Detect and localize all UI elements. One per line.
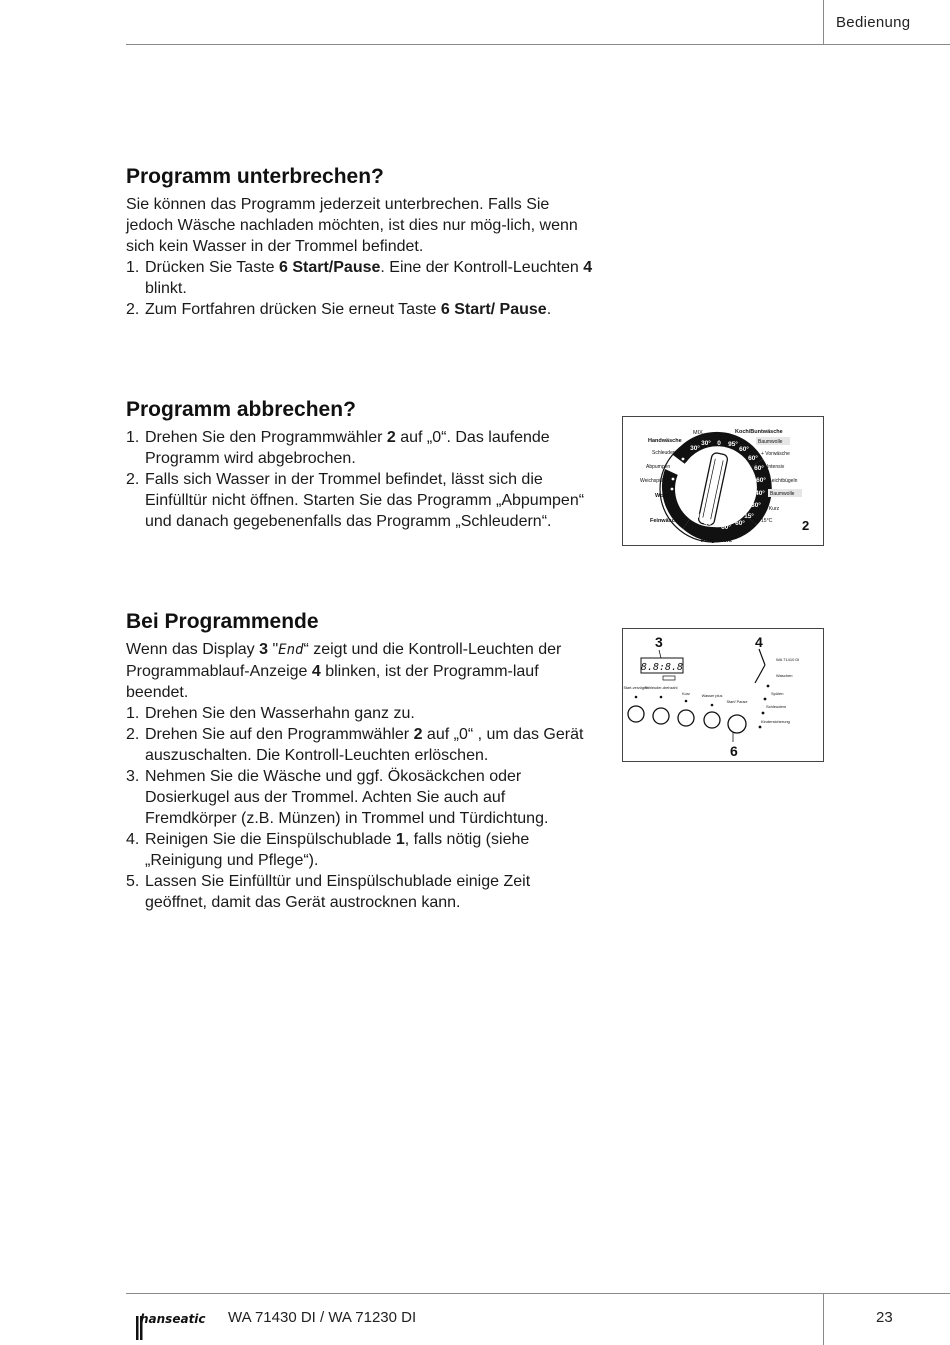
dial-label-mix: MIX — [693, 430, 703, 436]
dial-label-eco: Eco 15°C — [751, 518, 773, 524]
dial-callout: 2 — [802, 518, 810, 533]
header-section-title: Bedienung — [836, 14, 911, 31]
program-dial-illustration — [623, 417, 825, 547]
start-pause-button — [728, 715, 746, 733]
header-divider — [823, 0, 824, 45]
dial-label-abpumpen: Abpumpen — [646, 464, 671, 470]
water-plus-button — [704, 712, 720, 728]
control-panel-figure — [622, 628, 824, 762]
dial-temp: 30° — [751, 502, 761, 509]
steps-list — [126, 703, 596, 913]
section-title: Programm abbrechen? — [126, 398, 356, 421]
dial-temp: 15° — [744, 513, 754, 520]
panel-display-digits: 8.8:8.8 — [640, 662, 684, 673]
section-abort — [126, 397, 596, 532]
dial-label-baumwolle: Baumwolle — [758, 439, 783, 445]
dial-temp: 30° — [692, 513, 702, 520]
section-intro: Wenn das Display 3 "End“ zeigt und die Kontroll-Leuchten der Programmablauf-Anzeige 4 blinken, ist der Programm-lauf beendet. — [126, 641, 562, 701]
footer-model: WA 71430 DI / WA 71230 DI — [228, 1309, 417, 1326]
dial-label-feinwaesche: Feinwäsche — [650, 518, 682, 524]
led-label: Schleudern — [766, 704, 787, 709]
footer-divider — [823, 1293, 824, 1345]
button-label: Wasser plus — [701, 694, 723, 698]
dial-label-kurz: 17' Kurz — [761, 506, 780, 512]
led-label: Spülen — [771, 691, 784, 696]
dial-label-pflegeleicht: Pflegeleicht — [701, 538, 732, 544]
dial-label-wolle: Wolle — [655, 493, 670, 499]
dial-temp: 40° — [678, 492, 688, 499]
section-program-end — [126, 609, 596, 913]
program-dial-figure — [622, 416, 824, 546]
dial-label-weichspuelen: Weichspülen — [640, 478, 669, 484]
dial-temp: 30° — [682, 502, 692, 509]
list-item: 3. Nehmen Sie die Wäsche und ggf. Ökosäckchen oder Dosierkugel aus der Trommel. Achten Sie auch auf Fremdkörper (z.B. Münzen) in Trommel und Türdichtung. — [126, 768, 549, 827]
list-item: 4. Reinigen Sie die Einspülschublade 1, falls nötig (siehe „Reinigung und Pflege“). — [126, 831, 530, 869]
section-title: Programm unterbrechen? — [126, 165, 384, 188]
list-item: 1. Drehen Sie den Wasserhahn ganz zu. — [126, 705, 415, 722]
dial-temp: 40° — [704, 520, 714, 527]
dial-temp: 60° — [756, 477, 766, 484]
brand-logo — [134, 1306, 214, 1340]
list-item: 1. Drücken Sie Taste 6 Start/Pause. Eine der Kontroll-Leuchten 4 blinkt. — [126, 259, 593, 297]
dial-temp: 30° — [701, 440, 711, 447]
button-label: Start/ Pause — [726, 700, 748, 704]
led-label: Kindersicherung — [761, 719, 790, 724]
dial-temp: 60° — [754, 465, 764, 472]
brand-logo-text: hanseatic — [140, 1312, 206, 1326]
short-button — [678, 710, 694, 726]
section-title: Bei Programmende — [126, 610, 319, 633]
button-label: Start-verzögert — [623, 686, 649, 690]
section-intro: Sie können das Programm jederzeit unterbrechen. Falls Sie jedoch Wäsche nachladen möchten, ist dies nur mög-lich, wenn sich kein Wasser in der Trommel befindet. — [126, 196, 578, 255]
steps-list — [126, 257, 596, 320]
dial-temp: 60° — [721, 524, 731, 531]
spin-speed-button — [653, 708, 669, 724]
dial-temp: 60° — [739, 446, 749, 453]
dial-label-schleudern: Schleudern — [652, 450, 678, 456]
steps-list — [126, 427, 596, 532]
footer-rule — [126, 1293, 950, 1294]
dial-temp: 30° — [690, 445, 700, 452]
list-item: 2. Drehen Sie auf den Programmwähler 2 auf „0“ , um das Gerät auszuschalten. Die Kontroll-Leuchten erlöschen. — [126, 726, 584, 764]
callout-leds: 4 — [755, 634, 763, 650]
page-number: 23 — [876, 1309, 893, 1326]
dial-label-intensiv: Intensiv — [767, 464, 785, 470]
button-label: Kurz — [682, 692, 690, 696]
dial-temp: 40° — [755, 490, 765, 497]
control-panel-illustration — [623, 629, 825, 763]
list-item: 5. Lassen Sie Einfülltür und Einspülschublade einige Zeit geöffnet, damit das Gerät austrocknen kann. — [126, 873, 531, 911]
button-label: Schleuder-drehzahl — [644, 686, 678, 690]
dial-temp: 60° — [748, 455, 758, 462]
list-item: 2. Falls sich Wasser in der Trommel befindet, lässt sich die Einfülltür nicht öffnen. Starten Sie das Programm „Abpumpen“ und danach gegebenenfalls das Programm „Schleudern“. — [126, 471, 585, 530]
dial-temp: 95° — [728, 441, 738, 448]
dial-temp: 60° — [735, 520, 745, 527]
dial-label-koch: Koch/Buntwäsche — [735, 429, 783, 435]
list-item: 1. Drehen Sie den Programmwähler 2 auf „0“. Das laufende Programm wird abgebrochen. — [126, 429, 550, 467]
header-rule — [126, 44, 950, 45]
delay-start-button — [628, 706, 644, 722]
panel-model-label: WA 71410 DI — [776, 657, 800, 662]
callout-display: 3 — [655, 634, 663, 650]
dial-label-handwaesche: Handwäsche — [648, 438, 682, 444]
dial-label-vorwaesche: + Vorwäsche — [761, 451, 790, 457]
callout-start: 6 — [730, 743, 738, 759]
section-interrupt — [126, 164, 596, 320]
led-label: Waschen — [776, 673, 793, 678]
dial-label-vorwaesche-bottom: + Vorwäsche — [713, 531, 742, 537]
dial-label-baumwolle-2: Baumwolle — [770, 491, 795, 497]
dial-temp: 0 — [717, 440, 721, 447]
list-item: 2. Zum Fortfahren drücken Sie erneut Taste 6 Start/ Pause. — [126, 301, 552, 318]
dial-label-leichtbuegeln: Leichtbügeln — [769, 478, 798, 484]
